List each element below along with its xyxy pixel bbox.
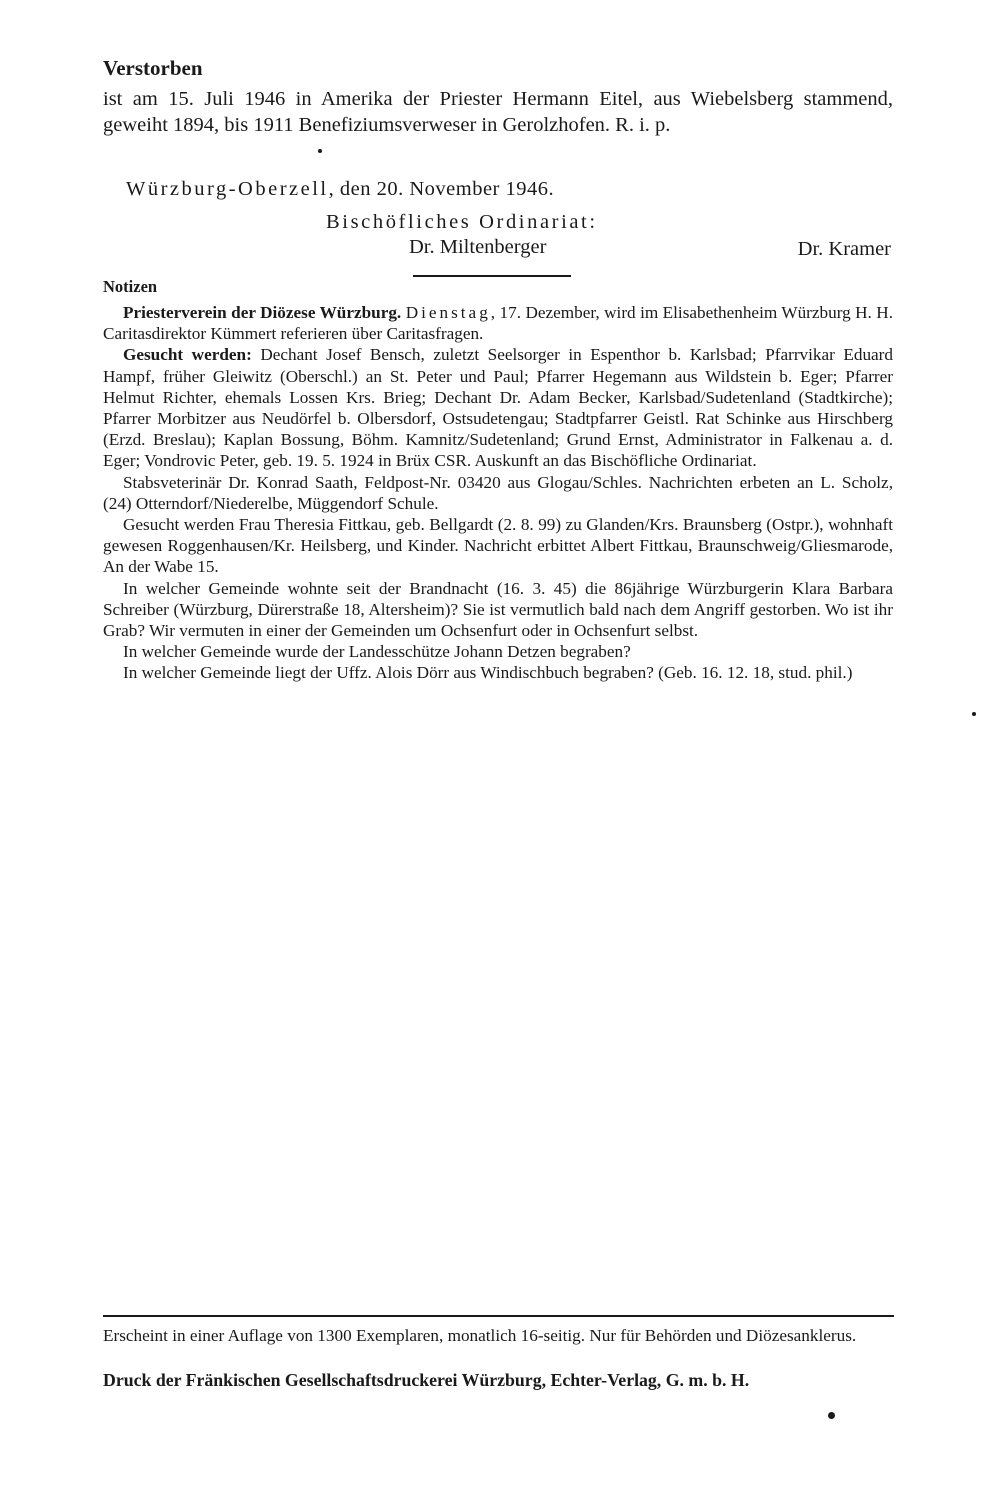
signoff-name-miltenberger: Dr. Miltenberger [409, 236, 547, 258]
notice-text: In welcher Gemeinde wurde der Landesschütze Johann Detzen begraben? [123, 642, 631, 662]
notice-item [103, 472, 893, 514]
footer-circulation-note: Erscheint in einer Auflage von 1300 Exemplaren, monatlich 16-seitig. Nur für Behörden und Diözesanklerus. [103, 1326, 857, 1345]
scan-speck [318, 149, 322, 153]
footer-printer-line: Druck der Fränkischen Gesellschaftsdruckerei Würzburg, Echter-Verlag, G. m. b. H. [103, 1370, 750, 1390]
notice-item [103, 641, 893, 662]
scan-speck [972, 712, 976, 716]
signoff-place: Würzburg-Oberzell [126, 178, 329, 200]
notice-item [103, 344, 893, 471]
obituary-text: ist am 15. Juli 1946 in Amerika der Priester Hermann Eitel, aus Wiebelsberg stammend, geweiht 1894, bis 1911 Benefiziumsverweser in Gerolzhofen. R. i. p. [103, 88, 893, 136]
notice-spaced-word: Dienstag [405, 303, 491, 322]
signoff-name-kramer: Dr. Kramer [797, 238, 891, 260]
notice-text: Stabsveterinär Dr. Konrad Saath, Feldpost-Nr. 03420 aus Glogau/Schles. Nachrichten erbeten an L. Scholz, (24) Otterndorf/Niederelbe, Müggendorf Schule. [103, 472, 893, 513]
notice-item [103, 662, 893, 683]
notice-item [103, 514, 893, 578]
section-heading-notizen: Notizen [103, 277, 158, 296]
notice-item [103, 578, 893, 642]
notice-text: In welcher Gemeinde liegt der Uffz. Alois Dörr aus Windischbuch begraben? (Geb. 16. 12. 18, stud. phil.) [123, 663, 853, 683]
section-heading-verstorben: Verstorben [103, 56, 203, 80]
notice-text: , 17. Dezember, wird im Elisabethenheim Würzburg H. H. Caritasdirektor Kümmert referieren über Caritasfragen. [103, 303, 894, 344]
footer-rule [103, 1315, 894, 1317]
notice-item [103, 302, 893, 344]
signoff-place-date [126, 178, 554, 201]
signoff-date: , den 20. November 1946. [328, 178, 555, 200]
notice-text: Dechant Josef Bensch, zuletzt Seelsorger in Espenthor b. Karlsbad; Pfarrvikar Eduard Hampf, früher Gleiwitz (Oberschl.) an St. Peter und Paul; Pfarrer Hegemann aus Wildstein b. Eger; Pfarrer Helmut Richter, ehemals Lossen Krs. Brieg; Dechant Dr. Adam Becker, Karlsbad/Sudetenland (Stadtkirche); Pfarrer Morbitzer aus Neudörfel b. Olbersdorf, Ostsudetengau; Stadtpfarrer Geistl. Rat Schinke aus Hirschberg (Erzd. Breslau); Kaplan Bossung, Böhm. Kamnitz/Sudetenland; Grund Ernst, Administrator in Falkenau a. d. Eger; Vondrovic Peter, geb. 19. 5. 1924 in Brüx CSR. Auskunft an das Bischöfliche Ordinariat. [103, 345, 894, 471]
notice-text: In welcher Gemeinde wohnte seit der Brandnacht (16. 3. 45) die 86jährige Würzburgerin Klara Barbara Schreiber (Würzburg, Dürerstraße 18, Altersheim)? Sie ist vermutlich bald nach dem Angriff gestorben. Wo ist ihr Grab? Wir vermuten in einer der Gemeinden um Ochsenfurt oder in Ochsenfurt selbst. [103, 578, 893, 641]
notice-lead: Priesterverein der Diözese Würzburg. [123, 303, 402, 322]
signoff-office: Bischöfliches Ordinariat: [326, 211, 598, 233]
scan-speck [828, 1412, 835, 1419]
notice-text: Gesucht werden Frau Theresia Fittkau, geb. Bellgardt (2. 8. 99) zu Glanden/Krs. Braunsberg (Ostpr.), wohnhaft gewesen Roggenhausen/Kr. Heilsberg, und Kinder. Nachricht erbittet Albert Fittkau, Braunschweig/Gliesmarode, An der Wabe 15. [103, 515, 893, 577]
notice-lead: Gesucht werden: [123, 345, 252, 365]
notices-body [103, 302, 893, 684]
section-divider [413, 275, 571, 277]
